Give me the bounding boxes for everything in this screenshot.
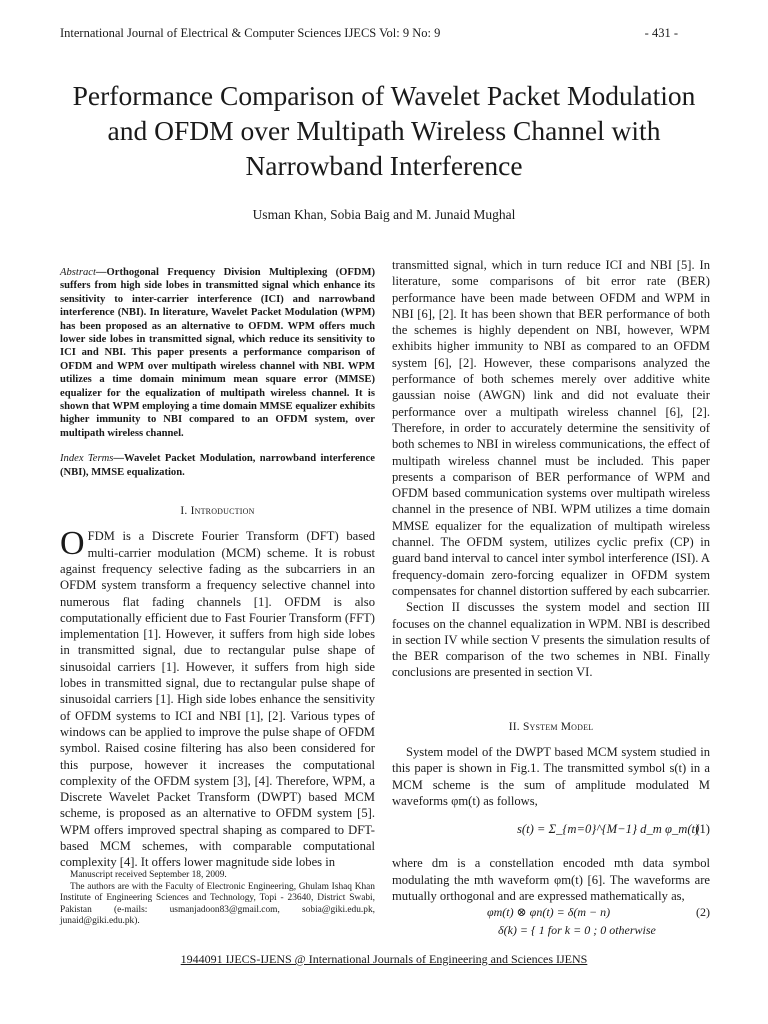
paper-title: Performance Comparison of Wavelet Packet Modulation and OFDM over Multipath Wireless Channel with Narrowband Interference (72, 80, 696, 181)
intro-paragraph-2: Section II discusses the system model and section III focuses on the channel equalization in WPM. NBI is described in section IV while section V presents the simulation results of the BER comparison of the two schemes in NBI. Finally conclusions are presented in section VI. (392, 600, 710, 680)
section-title: System Model (522, 720, 594, 733)
section-number: I. (180, 505, 188, 518)
left-column (60, 266, 375, 871)
author-list: Usman Khan, Sobia Baig and M. Junaid Mughal (252, 207, 516, 222)
section-title: Introduction (190, 505, 255, 518)
intro-text-left: FDM is a Discrete Fourier Transform (DFT) based multi-carrier modulation (MCM) scheme. It is robust against frequency selective fading as the subcarriers in an OFDM system transform a frequency selective channel into numerous flat fading channels [1]. OFDM is also computationally efficient due to Fast Fourier Transform (FFT) implementation [1]. However, it suffers from high side lobes in transmitted signal, due to rectangular pulse shape of sinusoidal carriers [1]. However, it suffers from high side lobes in transmitted signal, due to rectangular pulse shape of sinusoidal carriers [1]. High side lobes enhance the sensitivity of OFDM systems to ICI and NBI [1], [2]. Various types of windows can be applied to improve the pulse shape of OFDM symbol. Raised cosine filtering has also been considered for this purpose, however it increases the computational complexity of the OFDM system [3], [4]. Therefore, WPM, a Discrete Wavelet Packet Transform (DWPT) based MCM scheme, is proposed as an alternative to OFDM system [5]. WPM offers improved spectral shaping as compared to DFT-based MCM schemes, with comparable computational complexity [4]. It offers lower magnitude side lobes in (60, 529, 375, 870)
intro-paragraph (60, 525, 375, 870)
equation-2-body: φm(t) ⊗ φn(t) = δ(m − n) (487, 905, 611, 920)
abstract-text: —Orthogonal Frequency Division Multiplexing (OFDM) suffers from high side lobes in transmitted signal which enhance its sensitivity to inter-carrier interference (ICI) and narrowband interference (NBI). In literature, Wavelet Packet Modulation (WPM) has been proposed as an alternative to OFDM. WPM offers much lower side lobes in transmitted signal, which reduce its sensitivity to ICI and NBI. This paper presents a performance comparison of OFDM and WPM over multipath wireless channel with NBI. WPM utilizes a time domain minimum mean square error (MMSE) equalizer for the equalization of multipath wireless channel. It is shown that WPM employing a time domain MMSE equalizer exhibits higher immunity to NBI compared to an OFDM system, over multipath wireless channel. (60, 267, 375, 439)
abstract-label: Abstract (60, 267, 96, 278)
page-footer: 1944091 IJECS-IJENS @ International Journals of Engineering and Sciences IJENS (180, 952, 588, 966)
index-terms (60, 452, 375, 479)
section-heading-introduction (60, 503, 375, 519)
manuscript-received: Manuscript received September 18, 2009. (70, 870, 227, 880)
delta-definition: δ(k) = { 1 for k = 0 ; 0 otherwise (498, 923, 656, 938)
page-number: - 431 - (644, 26, 678, 40)
system-model-paragraph-2: where dm is a constellation encoded mth data symbol modulating the mth waveform φm(t) [6]. The waveforms are mutually orthogonal and are expressed mathematically as, (392, 856, 710, 903)
equation-1-number: (1) (695, 822, 710, 837)
intro-continued: transmitted signal, which in turn reduce ICI and NBI [5]. In literature, some comparisons of bit error rate (BER) performance have been made between OFDM and WPM in NBI [6], [2]. It has been shown that BER performance of both the schemes is highly dependent on NBI, however, WPM exhibits higher immunity to NBI as compared to an OFDM system [6], [2]. However, these comparisons analyzed the performance of both schemes merely over additive white gaussian noise (AWGN) link and did not evaluate their performance over a multipath wireless channel [6], [2]. Therefore, in order to accurately determine the sensitivity of both schemes to NBI in wireless communications, the effect of multipath wireless channel must be included. This paper presents a comparison of BER performance of WPM and OFDM based communication systems over multipath wireless channel in the presence of NBI. WPM utilizes a time domain MMSE equalizer for the equalization of multipath wireless channel. The OFDM system, utilizes cyclic prefix (CP) in guard band interval to cancel inter symbol interference (ISI). A frequency-domain zero-forcing equalizer in OFDM system compensates for channel distortion suffered by each subcarrier. (392, 258, 710, 598)
section-heading-system-model (392, 719, 710, 735)
abstract (60, 266, 375, 440)
journal-name: International Journal of Electrical & Computer Sciences IJECS Vol: 9 No: 9 (60, 26, 441, 40)
index-terms-label: Index Terms (60, 453, 114, 465)
equation-2 (392, 904, 710, 948)
equation-1-body: s(t) = Σ_{m=0}^{M−1} d_m φ_m(t) (517, 822, 700, 837)
author-affiliation: The authors are with the Faculty of Electronic Engineering, Ghulam Ishaq Khan Institute of Engineering Sciences and Technology, Topi - 23640, District Swabi, Pakistan (e-mails: usmanjadoon83@gmail.com, sobia@giki.edu.pk, junaid@giki.edu.pk). (60, 881, 375, 927)
footnote (60, 870, 375, 928)
right-column (392, 257, 710, 948)
equation-2-number: (2) (696, 905, 710, 920)
system-model-paragraph: System model of the DWPT based MCM system studied in this paper is shown in Fig.1. The transmitted symbol s(t) in a MCM scheme is the sum of amplitude modulated M waveforms φm(t) as follows, (392, 745, 710, 808)
section-number: II. (508, 720, 520, 733)
equation-1 (392, 815, 710, 845)
drop-cap: O (60, 525, 85, 563)
running-header (60, 26, 678, 41)
index-terms-text: —Wavelet Packet Modulation, narrowband interference (NBI), MMSE equalization. (60, 453, 375, 478)
